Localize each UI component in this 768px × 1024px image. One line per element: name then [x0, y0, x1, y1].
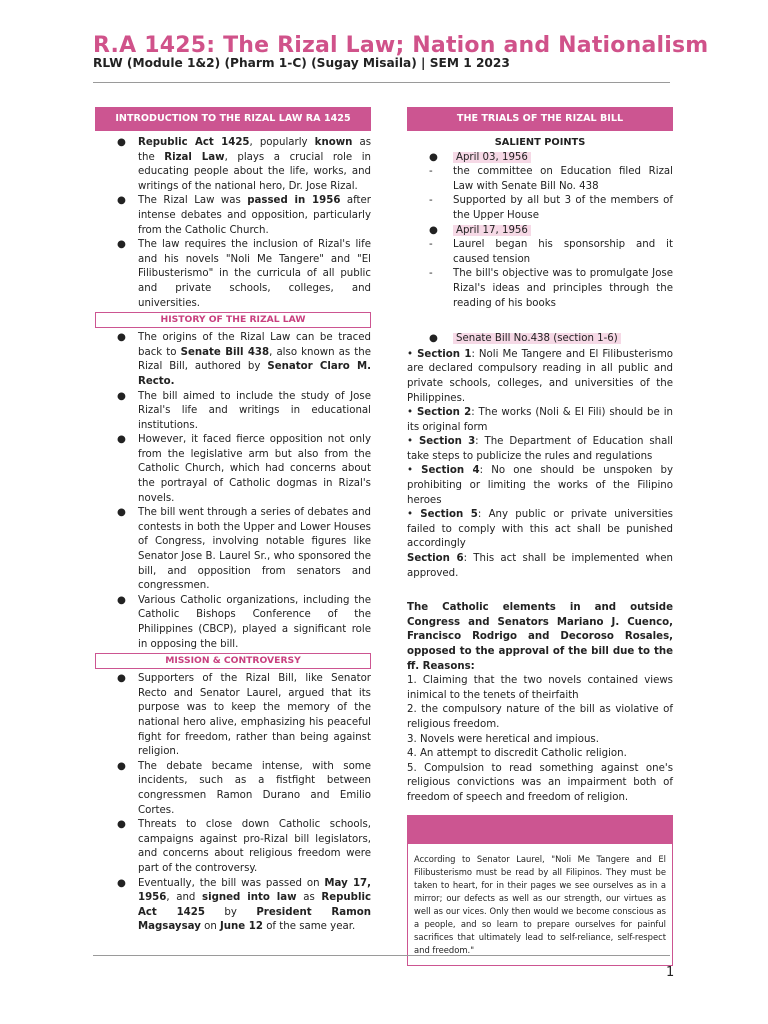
list-item: ● However, it faced fierce opposition not only from the legislative arm but also from the Catholic Church, which had concerns about the portrayal of Catholic dogmas in Rizal's novels. — [117, 434, 371, 504]
bullet-icon: ● — [117, 673, 126, 685]
intro-list — [95, 136, 371, 311]
header-divider — [93, 82, 670, 83]
bullet-icon: ● — [117, 877, 126, 889]
history-list — [95, 331, 371, 652]
senate-bill-item — [407, 332, 673, 347]
laurel-quote: According to Senator Laurel, "Noli Me Tangere and El Filibusterismo must be read by all Filipinos. They must be taken to heart, for in their pages we see ourselves as in a mirror; our defects as well as our strength, our virtues as well as our vices. Only then would we become conscious as a people, and so learn to prepare ourselves for painful sacrifices that ultimately lead to self-reliance, self-respect and freedom." — [414, 853, 666, 955]
senate-bill-highlight: Senate Bill No.438 (section 1-6) — [453, 333, 621, 344]
salient-points-heading: SALIENT POINTS — [494, 137, 586, 148]
page-subtitle: RLW (Module 1&2) (Pharm 1-C) (Sugay Misaila) | SEM 1 2023 — [93, 56, 510, 70]
page-title: R.A 1425: The Rizal Law; Nation and Nationalism — [93, 33, 709, 58]
bullet-icon: ● — [117, 390, 126, 402]
list-item: ● The law requires the inclusion of Rizal's life and his novels "Noli Me Tangere" and "El Filibusterismo" in the curricula of all public and private schools, colleges, and universities. — [117, 239, 371, 309]
section-item: Section 6: This act shall be implemented when approved. — [407, 553, 673, 579]
date-highlight: April 17, 1956 — [453, 225, 531, 236]
reason-item: 5. Compulsion to read something against one's religious convictions was an impairment both of freedom of speech and freedom of religion. — [407, 762, 673, 803]
quote-header-bar — [408, 816, 672, 844]
left-column — [95, 107, 371, 935]
list-item: ● The bill aimed to include the study of Jose Rizal's life and writings in educational institutions. — [117, 390, 371, 431]
opposition-paragraph: The Catholic elements in and outside Congress and Senators Mariano J. Cuenco, Francisco Rodrigo and Decoroso Rosales, opposed to the approval of the bill due to the ff. Reasons: — [407, 602, 673, 672]
reason-item: 3. Novels were heretical and impious. — [407, 733, 599, 745]
dash-item: - Supported by all but 3 of the members of the Upper House — [429, 195, 673, 221]
mission-list — [95, 672, 371, 935]
bullet-icon: ● — [429, 151, 438, 163]
list-item: ● Various Catholic organizations, including the Catholic Bishops Conference of the Philippines (CBCP), played a significant role in opposing the bill. — [117, 594, 371, 650]
bullet-icon: ● — [117, 239, 126, 251]
bullet-icon: ● — [117, 434, 126, 446]
section-item: • Section 4: No one should be unspoken by prohibiting or limiting the works of the Filipino heroes — [407, 465, 673, 506]
quote-box — [407, 815, 673, 966]
date-item — [407, 224, 673, 239]
list-item: ● Eventually, the bill was passed on May 17, 1956, and signed into law as Republic Act 1425 by President Ramon Magsaysay on June 12 of the same year. — [117, 877, 371, 933]
list-item: ● Supporters of the Rizal Bill, like Senator Recto and Senator Laurel, argued that its purpose was to keep the memory of the national hero alive, emphasizing his peaceful fight for freedom, rather than being against religion. — [117, 673, 371, 758]
reason-item: 4. An attempt to discredit Catholic religion. — [407, 748, 627, 760]
bullet-icon: ● — [117, 195, 126, 207]
history-banner: HISTORY OF THE RIZAL LAW — [95, 312, 371, 328]
bullet-icon: ● — [117, 507, 126, 519]
bullet-icon: ● — [117, 819, 126, 831]
reason-item: 2. the compulsory nature of the bill as violative of religious freedom. — [407, 704, 673, 730]
dash-item: - The bill's objective was to promulgate Jose Rizal's ideas and principles through the reading of his books — [429, 268, 673, 309]
list-item: ● Threats to close down Catholic schools, campaigns against pro-Rizal bill legislators, and concerns about religious freedom were part of the controversy. — [117, 819, 371, 874]
reason-item: 1. Claiming that the two novels contained views inimical to the tenets of theirfaith — [407, 675, 673, 701]
mission-banner: MISSION & CONTROVERSY — [95, 653, 371, 669]
page-number: 1 — [666, 965, 675, 980]
right-column — [407, 107, 673, 966]
section-item: • Section 1: Noli Me Tangere and El Filibusterismo are declared compulsory reading in all public and private schools, colleges, and universities of the Philippines. — [407, 348, 674, 404]
intro-banner: INTRODUCTION TO THE RIZAL LAW RA 1425 — [95, 107, 371, 131]
section-item: • Section 3: The Department of Education shall take steps to publicize the rules and regulations — [407, 436, 673, 462]
date-highlight: April 03, 1956 — [453, 152, 531, 163]
bullet-icon: ● — [429, 333, 438, 345]
trials-banner: THE TRIALS OF THE RIZAL BILL — [407, 107, 673, 131]
dash-item: - the committee on Education filed Rizal Law with Senate Bill No. 438 — [429, 166, 673, 192]
footer-divider — [93, 955, 670, 956]
bullet-icon: ● — [429, 224, 438, 236]
bullet-icon: ● — [117, 760, 126, 772]
bullet-icon: ● — [117, 137, 126, 148]
list-item: ● The debate became intense, with some incidents, such as a fistfight between congressmen Ramon Durano and Emilio Cortes. — [117, 760, 371, 816]
dash-item: - Laurel began his sponsorship and it caused tension — [429, 239, 673, 265]
bullet-icon: ● — [117, 594, 126, 606]
list-item: ● The bill went through a series of debates and contests in both the Upper and Lower Houses of Congress, involving notable figures like Senator Jose B. Laurel Sr., who sponsored the bill, and opposition from senators and congressmen. — [117, 507, 371, 592]
section-item: • Section 5: Any public or private universities failed to comply with this act shall be punished accordingly — [407, 509, 673, 550]
section-item: • Section 2: The works (Noli & El Fili) should be in its original form — [407, 407, 673, 433]
list-item: ● Republic Act 1425, popularly known as the Rizal Law, plays a crucial role in educating people about the life, works, and writings of the national hero, Dr. Jose Rizal. — [117, 137, 371, 192]
list-item: ● The Rizal Law was passed in 1956 after intense debates and opposition, particularly from the Catholic Church. — [117, 195, 371, 236]
list-item: ● The origins of the Rizal Law can be traced back to Senate Bill 438, also known as the Rizal Bill, authored by Senator Claro M. Recto. — [117, 332, 371, 387]
bullet-icon: ● — [117, 332, 126, 344]
date-item — [407, 151, 673, 166]
